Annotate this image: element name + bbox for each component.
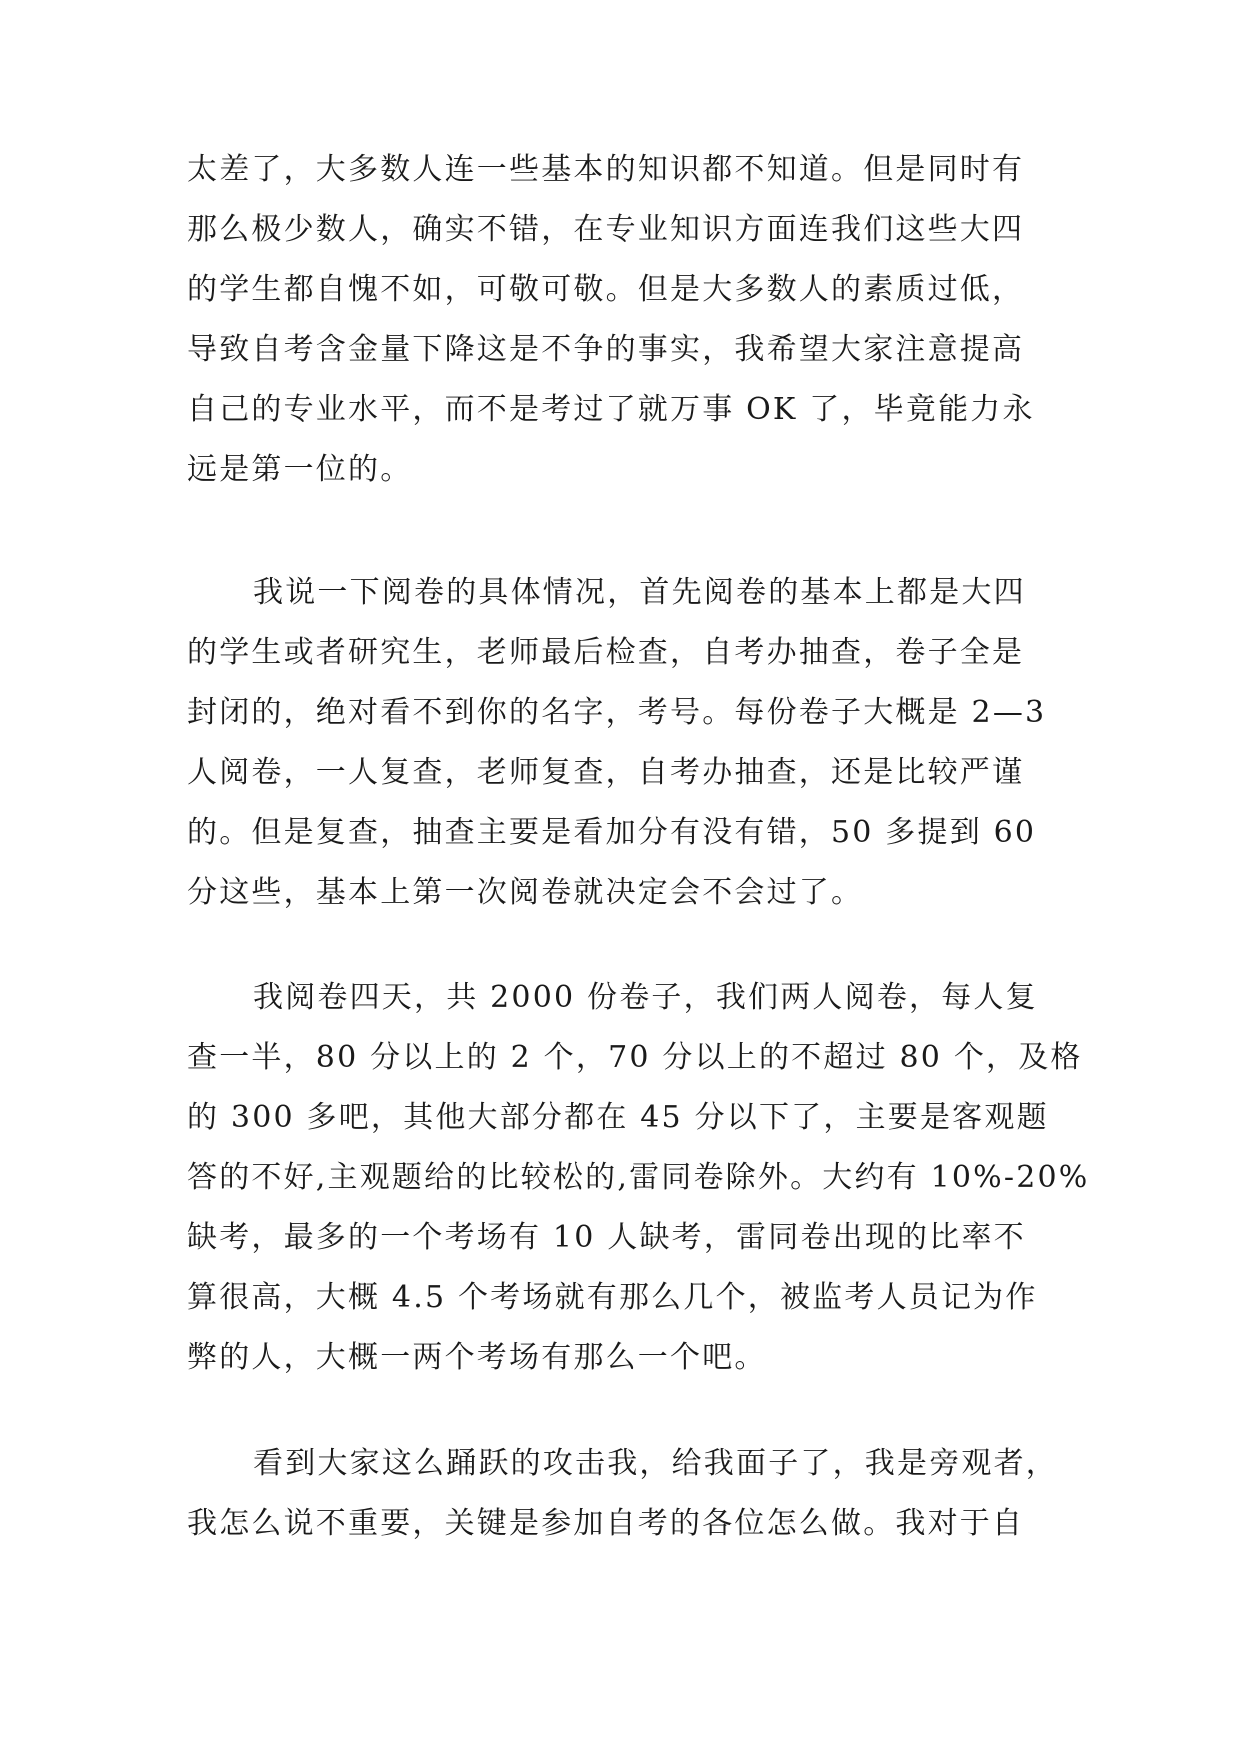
paragraph-line: 弊的人，大概一两个考场有那么一个吧。 [187,1340,767,1375]
paragraph-line: 的学生或者研究生，老师最后检查，自考办抽查，卷子全是 [187,635,1025,670]
paragraph-line: 的学生都自愧不如，可敬可敬。但是大多数人的素质过低， [187,272,1025,307]
paragraph-line: 的。但是复查，抽查主要是看加分有没有错，50 多提到 60 [187,815,1037,850]
paragraph-line: 的 300 多吧，其他大部分都在 45 分以下了，主要是客观题 [187,1100,1049,1135]
paragraph-line: 人阅卷，一人复查，老师复查，自考办抽查，还是比较严谨 [187,755,1025,790]
paragraph-1 [187,140,1057,500]
paragraph-line: 缺考，最多的一个考场有 10 人缺考，雷同卷出现的比率不 [187,1220,1026,1255]
paragraph-line: 我怎么说不重要，关键是参加自考的各位怎么做。我对于自 [187,1506,1025,1541]
paragraph-line: 导致自考含金量下降这是不争的事实，我希望大家注意提高 [187,332,1025,367]
paragraph-line: 算很高，大概 4.5 个考场就有那么几个，被监考人员记为作 [187,1280,1038,1315]
paragraph-line: 太差了，大多数人连一些基本的知识都不知道。但是同时有 [187,152,1025,187]
paragraph-line: 封闭的，绝对看不到你的名字，考号。每份卷子大概是 2—3 [187,695,1047,730]
paragraph-line: 答的不好,主观题给的比较松的,雷同卷除外。大约有 10%-20% [187,1160,1090,1195]
paragraph-line: 我说一下阅卷的具体情况，首先阅卷的基本上都是大四 [253,575,1026,610]
paragraph-2 [187,563,1057,923]
paragraph-line: 那么极少数人，确实不错，在专业知识方面连我们这些大四 [187,212,1025,247]
paragraph-line: 分这些，基本上第一次阅卷就决定会不会过了。 [187,875,864,910]
paragraph-4 [187,1434,1057,1554]
paragraph-line: 自己的专业水平，而不是考过了就万事 OK 了，毕竟能力永 [187,392,1035,427]
paragraph-line: 看到大家这么踊跃的攻击我，给我面子了，我是旁观者， [253,1446,1058,1481]
paragraph-line: 我阅卷四天，共 2000 份卷子，我们两人阅卷，每人复 [253,980,1038,1015]
paragraph-3 [187,968,1090,1388]
paragraph-line: 远是第一位的。 [187,452,413,487]
paragraph-line: 查一半，80 分以上的 2 个，70 分以上的不超过 80 个，及格 [187,1040,1083,1075]
